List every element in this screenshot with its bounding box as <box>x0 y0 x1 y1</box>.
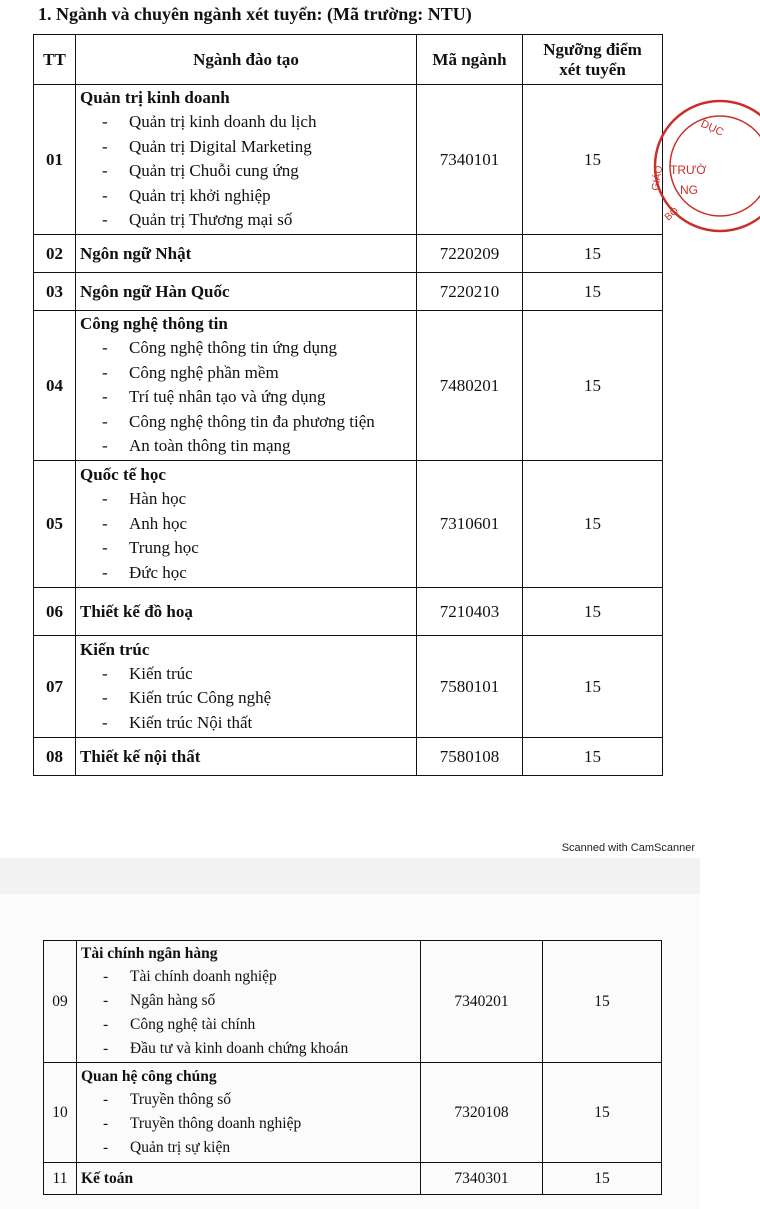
major-cell <box>77 941 421 1063</box>
major-code: 7580101 <box>417 636 523 738</box>
row-number: 01 <box>34 85 76 235</box>
specialization-item: - Tài chính doanh nghiệp <box>103 965 420 989</box>
specialization-item: - Đầu tư và kinh doanh chứng khoán <box>103 1037 420 1061</box>
major-name: Quan hệ công chúng <box>81 1068 217 1085</box>
major-cell <box>77 1063 421 1163</box>
major-name: Quốc tế học <box>80 465 166 484</box>
header-code: Mã ngành <box>417 35 523 85</box>
major-name: Thiết kế đồ hoạ <box>80 601 193 621</box>
specialization-item: - Anh học <box>102 512 416 537</box>
specialization-item: - Đức học <box>102 561 416 586</box>
specialization-list <box>80 336 416 459</box>
specialization-list <box>80 487 416 585</box>
major-code: 7210403 <box>417 588 523 636</box>
table-row <box>44 1063 662 1163</box>
major-name: Ngôn ngữ Hàn Quốc <box>80 281 230 301</box>
specialization-item: - Hàn học <box>102 487 416 512</box>
major-cell <box>76 461 417 588</box>
major-code: 7220210 <box>417 273 523 311</box>
specialization-item: - An toàn thông tin mạng <box>102 434 416 459</box>
major-code: 7480201 <box>417 311 523 461</box>
specialization-item: - Quản trị khởi nghiệp <box>102 184 416 209</box>
major-cell <box>76 738 417 776</box>
row-number: 07 <box>34 636 76 738</box>
major-name: Tài chính ngân hàng <box>81 945 218 962</box>
major-cell <box>76 273 417 311</box>
row-number: 11 <box>44 1163 77 1195</box>
major-code: 7340301 <box>421 1163 543 1195</box>
row-number: 02 <box>34 235 76 273</box>
specialization-list <box>81 965 420 1061</box>
major-name: Kế toán <box>81 1170 134 1187</box>
page-gap <box>0 858 700 894</box>
admission-threshold: 15 <box>523 738 663 776</box>
header-tt: TT <box>34 35 76 85</box>
major-name: Quản trị kinh doanh <box>80 88 230 108</box>
specialization-item: - Trí tuệ nhân tạo và ứng dụng <box>102 385 416 410</box>
major-code: 7580108 <box>417 738 523 776</box>
table-row <box>44 1163 662 1195</box>
row-number: 10 <box>44 1063 77 1163</box>
majors-table-continued <box>43 940 662 1195</box>
table-header-row <box>34 35 663 85</box>
seal-text-bottom: BỘ <box>662 205 682 224</box>
table-row <box>34 588 663 636</box>
major-code: 7310601 <box>417 461 523 588</box>
specialization-item: - Trung học <box>102 536 416 561</box>
specialization-item: - Công nghệ thông tin ứng dụng <box>102 336 416 361</box>
admission-threshold: 15 <box>543 941 662 1063</box>
specialization-item: - Quản trị kinh doanh du lịch <box>102 110 416 135</box>
specialization-item: - Công nghệ thông tin đa phương tiện <box>102 410 416 435</box>
scanner-watermark: Scanned with CamScanner <box>561 842 695 854</box>
table-row <box>34 311 663 461</box>
major-code: 7220209 <box>417 235 523 273</box>
table-row <box>34 636 663 738</box>
specialization-item: - Quản trị sự kiện <box>103 1136 420 1160</box>
seal-text-low: NG <box>680 183 698 197</box>
admission-threshold: 15 <box>543 1063 662 1163</box>
specialization-item: - Công nghệ phần mềm <box>102 361 416 386</box>
specialization-item: - Kiến trúc Nội thất <box>102 711 416 736</box>
major-name: Công nghệ thông tin <box>80 314 228 334</box>
header-score: Ngưỡng điểm xét tuyển <box>523 35 663 85</box>
major-name: Kiến trúc <box>80 639 150 659</box>
seal-text-side: GIÁO <box>650 164 666 192</box>
table-row <box>34 461 663 588</box>
header-name: Ngành đào tạo <box>76 35 417 85</box>
specialization-item: - Truyền thông số <box>103 1088 420 1112</box>
specialization-item: - Ngân hàng số <box>103 989 420 1013</box>
admission-threshold: 15 <box>523 588 663 636</box>
specialization-item: - Kiến trúc <box>102 662 416 687</box>
major-name: Thiết kế nội thất <box>80 746 201 766</box>
major-cell <box>77 1163 421 1195</box>
seal-text-top: DỤC <box>698 117 726 139</box>
major-cell <box>76 636 417 738</box>
row-number: 06 <box>34 588 76 636</box>
specialization-item: - Quản trị Chuỗi cung ứng <box>102 159 416 184</box>
admission-threshold: 15 <box>523 85 663 235</box>
specialization-item: - Truyền thông doanh nghiệp <box>103 1112 420 1136</box>
major-code: 7340201 <box>421 941 543 1063</box>
majors-table <box>33 34 666 776</box>
specialization-list <box>80 110 416 233</box>
table-row <box>34 85 663 235</box>
specialization-item: - Quản trị Digital Marketing <box>102 135 416 160</box>
admission-threshold: 15 <box>523 636 663 738</box>
admission-threshold: 15 <box>543 1163 662 1195</box>
specialization-item: - Kiến trúc Công nghệ <box>102 686 416 711</box>
seal-text-mid: TRƯỜ <box>670 163 707 177</box>
row-number: 03 <box>34 273 76 311</box>
school-seal <box>650 96 760 236</box>
table-row <box>34 273 663 311</box>
major-cell <box>76 85 417 235</box>
admission-threshold: 15 <box>523 311 663 461</box>
major-code: 7340101 <box>417 85 523 235</box>
table-row <box>34 235 663 273</box>
table-row <box>34 738 663 776</box>
major-code: 7320108 <box>421 1063 543 1163</box>
major-cell <box>76 235 417 273</box>
specialization-list <box>81 1088 420 1160</box>
section-heading: 1. Ngành và chuyên ngành xét tuyển: (Mã trường: NTU) <box>38 4 472 24</box>
specialization-list <box>80 662 416 736</box>
major-cell <box>76 588 417 636</box>
table-row <box>44 941 662 1063</box>
row-number: 05 <box>34 461 76 588</box>
row-number: 08 <box>34 738 76 776</box>
admission-threshold: 15 <box>523 461 663 588</box>
major-name: Ngôn ngữ Nhật <box>80 243 192 263</box>
row-number: 04 <box>34 311 76 461</box>
admission-threshold: 15 <box>523 273 663 311</box>
major-cell <box>76 311 417 461</box>
specialization-item: - Quản trị Thương mại số <box>102 208 416 233</box>
admission-threshold: 15 <box>523 235 663 273</box>
specialization-item: - Công nghệ tài chính <box>103 1013 420 1037</box>
row-number: 09 <box>44 941 77 1063</box>
